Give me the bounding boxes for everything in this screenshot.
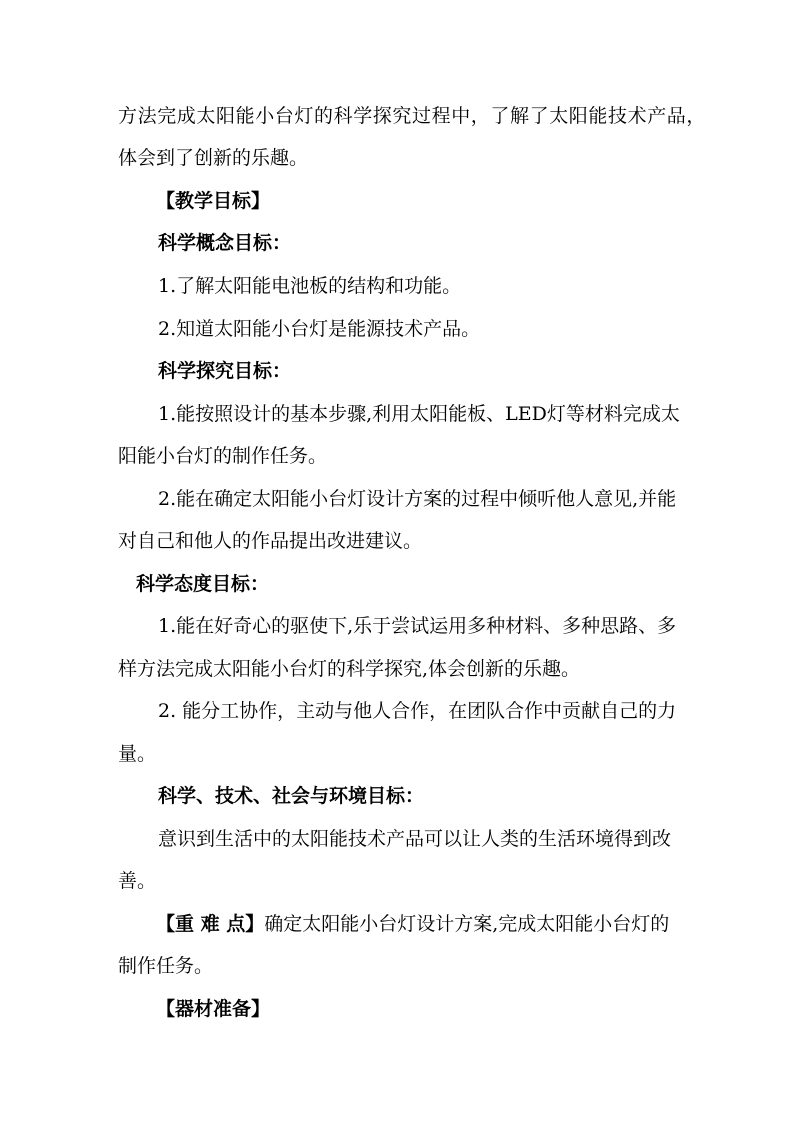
key-point-text: 确定太阳能小台灯设计方案,完成太阳能小台灯的 (264, 913, 670, 935)
paragraph-line: 方法完成太阳能小台灯的科学探究过程中，了解了太阳能技术产品， (118, 105, 707, 127)
list-item-continuation: 样方法完成太阳能小台灯的科学探究,体会创新的乐趣。 (118, 658, 581, 680)
list-item: 1.能按照设计的基本步骤,利用太阳能板、LED灯等材料完成太 (158, 403, 680, 425)
subheading-stse-goals: 科学、技术、社会与环境目标： (158, 785, 425, 807)
subheading-concept-goals: 科学概念目标： (158, 232, 292, 254)
section-heading-objectives: 【教学目标】 (156, 190, 271, 212)
paragraph-line: 体会到了创新的乐趣。 (118, 147, 309, 169)
subheading-inquiry-goals: 科学探究目标： (158, 360, 292, 382)
list-item-continuation: 量。 (118, 743, 157, 765)
list-item: 2. 能分工协作，主动与他人合作，在团队合作中贡献自己的力 (158, 700, 677, 722)
list-item: 1.了解太阳能电池板的结构和功能。 (158, 275, 462, 297)
paragraph-line: 善。 (118, 870, 157, 892)
list-item-continuation: 对自己和他人的作品提出改进建议。 (118, 530, 423, 552)
subheading-attitude-goals: 科学态度目标： (136, 573, 270, 595)
key-point-label: 【重 难 点】 (156, 913, 265, 935)
list-item: 2.知道太阳能小台灯是能源技术产品。 (158, 318, 481, 340)
list-item-continuation: 阳能小台灯的制作任务。 (118, 445, 328, 467)
list-item: 1.能在好奇心的驱使下,乐于尝试运用多种材料、多种思路、多 (158, 615, 677, 637)
key-point-line (156, 912, 669, 936)
paragraph-line: 意识到生活中的太阳能技术产品可以让人类的生活环境得到改 (158, 828, 672, 850)
paragraph-line: 制作任务。 (118, 955, 214, 977)
section-heading-materials: 【器材准备】 (156, 998, 271, 1020)
list-item: 2.能在确定太阳能小台灯设计方案的过程中倾听他人意见,并能 (158, 488, 677, 510)
